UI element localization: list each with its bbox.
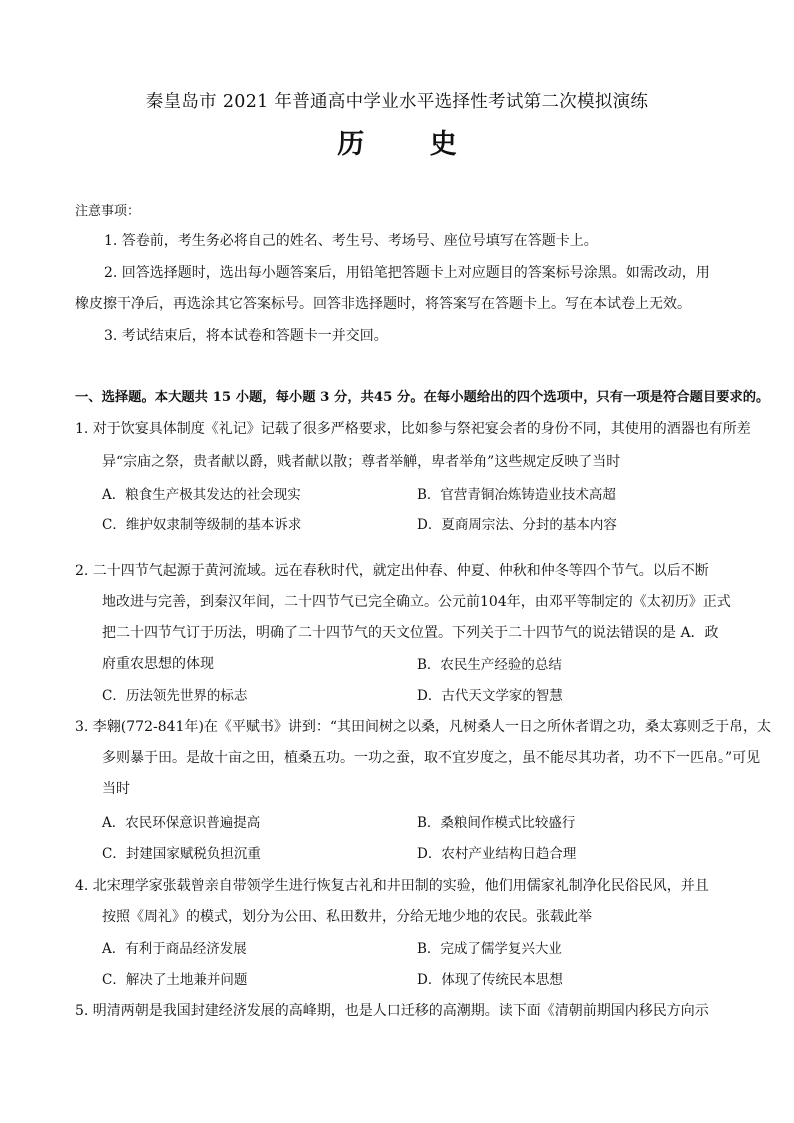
question-2-option-d[interactable]: D．古代天文学家的智慧 (417, 688, 563, 704)
question-1-option-a[interactable]: A．粮食生产极其发达的社会现实 (102, 487, 301, 503)
notice-heading: 注意事项： (75, 204, 141, 219)
subject-title: 历 史 (337, 129, 485, 160)
notice-item: 1. 答卷前，考生务必将自己的姓名、考生号、考场号、座位号填写在答题卡上。 (104, 233, 598, 249)
question-2-line: 府重农思想的体现 (102, 656, 214, 672)
question-3-line: 3. 李翱(772-841年)在《平赋书》讲到：“其田间树之以桑，凡树桑人一日之所休者谓之功，桑太寡则乏于帛，太 (75, 719, 772, 735)
question-4-option-d[interactable]: D．体现了传统民本思想 (417, 972, 563, 988)
section-heading: 一、选择题。本大题共 15 小题，每小题 3 分，共45 分。在每小题给出的四个选项中，只有一项是符合题目要求的。 (75, 390, 770, 405)
question-1-option-d[interactable]: D．夏商周宗法、分封的基本内容 (417, 517, 617, 533)
question-2-line: 地改进与完善，到秦汉年间，二十四节气已完全确立。公元前104年，由邓平等制定的《太初历》正式 (102, 594, 731, 610)
question-3-option-a[interactable]: A．农民环保意识普遍提高 (102, 815, 261, 831)
notice-item: 2. 回答选择题时，选出每小题答案后，用铅笔把答题卡上对应题目的答案标号涂黑。如需改动，用 (104, 265, 710, 281)
question-4-line: 4. 北宋理学家张载曾亲自带领学生进行恢复古礼和井田制的实验，他们用儒家礼制净化民俗民风，并且 (75, 878, 709, 894)
notice-item: 3. 考试结束后，将本试卷和答题卡一并交回。 (104, 328, 388, 344)
question-1-line: 1. 对于饮宴具体制度《礼记》记载了很多严格要求，比如参与祭祀宴会者的身份不同，其使用的酒器也有所差 (75, 421, 751, 437)
question-4-line: 按照《周礼》的模式，划分为公田、私田数井，分给无地少地的农民。张载此举 (102, 909, 592, 925)
question-3-option-d[interactable]: D．农村产业结构日趋合理 (417, 846, 577, 862)
question-5-line: 5. 明清两朝是我国封建经济发展的高峰期，也是人口迁移的高潮期。读下面《清朝前期国内移民方向示 (75, 1003, 709, 1019)
question-3-option-c[interactable]: C．封建国家赋税负担沉重 (102, 846, 261, 862)
question-1-option-c[interactable]: C．维护奴隶制等级制的基本诉求 (102, 517, 302, 533)
question-2-line: 把二十四节气订于历法，明确了二十四节气的天文位置。下列关于二十四节气的说法错误的是 A．政 (102, 625, 719, 641)
question-1-line: 异“宗庙之祭，贵者献以爵，贱者献以散；尊者举觯，卑者举角”这些规定反映了当时 (102, 454, 621, 470)
question-3-line: 当时 (102, 781, 130, 797)
question-3-option-b[interactable]: B．桑粮间作模式比较盛行 (417, 815, 576, 831)
question-4-option-b[interactable]: B．完成了儒学复兴大业 (417, 941, 562, 957)
notice-item: 橡皮擦干净后，再选涂其它答案标号。回答非选择题时，将答案写在答题卡上。写在本试卷上无效。 (75, 296, 691, 312)
exam-title: 秦皇岛市 2021 年普通高中学业水平选择性考试第二次模拟演练 (145, 92, 649, 112)
question-4-option-c[interactable]: C．解决了土地兼并问题 (102, 972, 248, 988)
question-3-line: 多则暴于田。是故十亩之田，植桑五功。一功之蚕，取不宜岁度之，虽不能尽其功者，功不下一匹帛。”可见 (102, 750, 761, 766)
question-2-option-c[interactable]: C．历法领先世界的标志 (102, 688, 248, 704)
question-4-option-a[interactable]: A．有利于商品经济发展 (102, 941, 247, 957)
question-1-option-b[interactable]: B．官营青铜冶炼铸造业技术高超 (417, 487, 616, 503)
question-2-line: 2. 二十四节气起源于黄河流域。远在春秋时代，就定出仲春、仲夏、仲秋和仲冬等四个节气。以后不断 (75, 563, 709, 579)
question-2-option-b[interactable]: B．农民生产经验的总结 (417, 657, 562, 673)
